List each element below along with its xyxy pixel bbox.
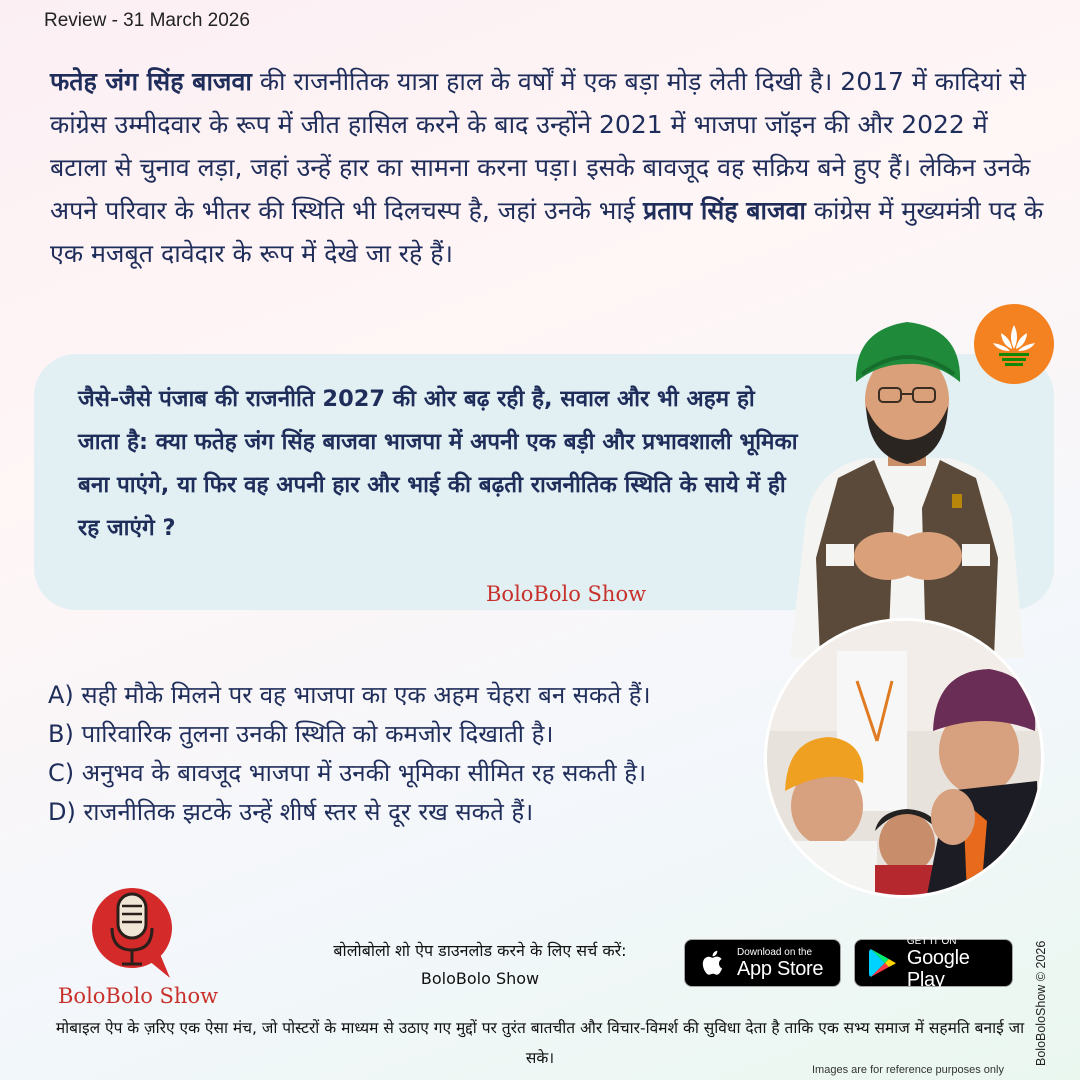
review-date: Review - 31 March 2026 xyxy=(44,10,250,31)
event-photo xyxy=(764,618,1044,898)
search-instruction xyxy=(300,937,660,993)
option-a[interactable]: A) सही मौके मिलने पर वह भाजपा का एक अहम चेहरा बन सकते हैं। xyxy=(48,681,651,709)
googleplay-big-label: Google Play xyxy=(906,946,970,991)
option-c[interactable]: C) अनुभव के बावजूद भाजपा में उनकी भूमिका सीमित रह सकती है। xyxy=(48,759,647,787)
appstore-small-label: Download on the xyxy=(737,946,813,958)
google-play-button[interactable] xyxy=(854,935,1013,991)
lotus-icon xyxy=(987,317,1041,371)
search-line-2: BoloBolo Show xyxy=(420,969,540,988)
option-b[interactable]: B) पारिवारिक तुलना उनकी स्थिति को कमजोर दिखाती है। xyxy=(48,720,554,748)
copyright-text: BoloBoloShow © 2026 xyxy=(1034,940,1048,1066)
apple-icon xyxy=(697,946,731,980)
footer-tagline: मोबाइल ऐप के ज़रिए एक ऐसा मंच, जो पोस्टरों के माध्यम से उठाए गए मुद्दों पर तुरंत बातचीत और विचार-विमर्श की सुविधा देता है ताकि एक सभ्य समाज में सहमति बनाई जा सके। xyxy=(55,1019,1025,1067)
option-d[interactable]: D) राजनीतिक झटके उन्हें शीर्ष स्तर से दूर रख सकते हैं। xyxy=(48,798,534,826)
intro-text-2: कांग्रेस में मुख्यमंत्री पद के एक मजबूत दावेदार के रूप में देखे जा रहे हैं। xyxy=(50,196,1044,268)
intro-name-pratap: प्रताप सिंह बाजवा xyxy=(643,196,806,225)
intro-paragraph xyxy=(50,60,1050,275)
answer-options xyxy=(48,676,768,832)
intro-text-1: की राजनीतिक यात्रा हाल के वर्षों में एक बड़ा मोड़ लेती दिखी है। 2017 में कादियां से कांग्रेस उम्मीदवार के रूप में जीत हासिल करने के बाद उन्होंने 2021 में भाजपा जॉइन की और 2022 में बटाला से चुनाव लड़ा, जहां उन्हें हार का सामना करना पड़ा। इसके बावजूद वह सक्रिय बने हुए हैं। लेकिन उनके अपने परिवार के भीतर की स्थिति भी दिलचस्प है, जहां उनके भाई xyxy=(50,67,1031,225)
image-disclaimer: Images are for reference purposes only xyxy=(812,1064,1004,1076)
intro-name-fateh: फतेह जंग सिंह बाजवा xyxy=(50,67,252,96)
google-play-icon xyxy=(867,946,899,980)
microphone-logo-icon xyxy=(88,884,180,984)
bjp-party-logo xyxy=(974,304,1054,384)
appstore-big-label: App Store xyxy=(737,957,824,980)
question-watermark: BoloBolo Show xyxy=(486,582,647,606)
question-text: जैसे-जैसे पंजाब की राजनीति 2027 की ओर बढ़ रही है, सवाल और भी अहम हो जाता है: क्या फतेह जंग सिंह बाजवा भाजपा में अपनी एक बड़ी और प्रभावशाली भूमिका बना पाएंगे, या फिर वह अपनी हार और भाई की बढ़ती राजनीतिक स्थिति के साये में ही रह जाएंगे ? xyxy=(78,386,798,541)
app-store-button[interactable] xyxy=(684,939,841,987)
googleplay-small-label: GET IT ON xyxy=(906,935,957,947)
brand-name: BoloBolo Show xyxy=(58,984,219,1008)
search-line-1: बोलोबोलो शो ऐप डाउनलोड करने के लिए सर्च करें: xyxy=(333,941,627,960)
